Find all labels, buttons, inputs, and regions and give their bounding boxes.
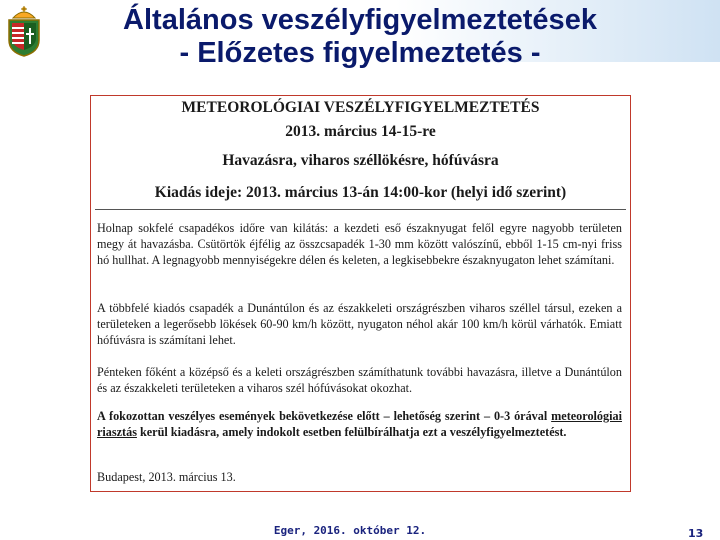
slide-title-line1: Általános veszélyfigyelmeztetések [123, 4, 597, 36]
slide-title-line2: - Előzetes figyelmeztetés - [179, 37, 541, 69]
notice-paragraph-4-start: A fokozottan veszélyes események bekövetkezése előtt – lehetőség szerint – 0-3 órával [97, 409, 552, 423]
notice-paragraph-4 [97, 408, 622, 440]
notice-issued: Kiadás ideje: 2013. március 13-án 14:00-kor (helyi idő szerint) [154, 184, 567, 201]
alert-link-text: meteorológiai riasztás [97, 409, 622, 439]
notice-paragraph-1: Holnap sokfelé csapadékos időre van kilátás: a kezdeti eső északnyugat felől egyre nagyobb területen megy át havazásba. Csütörtök éjfélig az összcsapadék 1-30 mm között valószínű, ebből 1-15 cm-nyi friss hó hullhat. A legnagyobb mennyiségekre délen és keleten, a legkisebbekre északnyugaton lehet számítani. [97, 221, 622, 267]
footer-event [0, 524, 720, 537]
notice-paragraph-4-end: kerül kiadásra, amely indokolt esetben felülbírálhatja ezt a veszélyfigyelmeztetést. [136, 425, 567, 439]
notice-hazards: Havazásra, viharos széllökésre, hófúvásra [222, 152, 499, 169]
divider [95, 209, 626, 210]
notice-dateline: Budapest, 2013. március 13. [97, 470, 236, 484]
coat-of-arms-icon [6, 4, 42, 58]
notice-date: 2013. március 14-15-re [285, 123, 436, 140]
page-number: 13 [688, 527, 704, 540]
warning-notice [90, 95, 631, 492]
slide-title [60, 4, 660, 70]
notice-heading: METEOROLÓGIAI VESZÉLYFIGYELMEZTETÉS [181, 99, 540, 116]
footer-event-text: Eger, 2016. október 12. [273, 524, 427, 537]
notice-paragraph-3: Pénteken főként a középső és a keleti országrészben számíthatunk további havazásra, illetve a Dunántúlon és az északkeleti területeken a viharos szél hófúvásokat okozhat. [97, 365, 622, 395]
notice-paragraph-2: A többfelé kiadós csapadék a Dunántúlon és az északkeleti országrészben viharos széllel társul, ezeken a területeken a legerősebb lökések 60-90 km/h között, nyugaton néhol akár 100 km/h körül várhatók. Emiatt hófúvásra is számítani lehet. [97, 301, 622, 347]
